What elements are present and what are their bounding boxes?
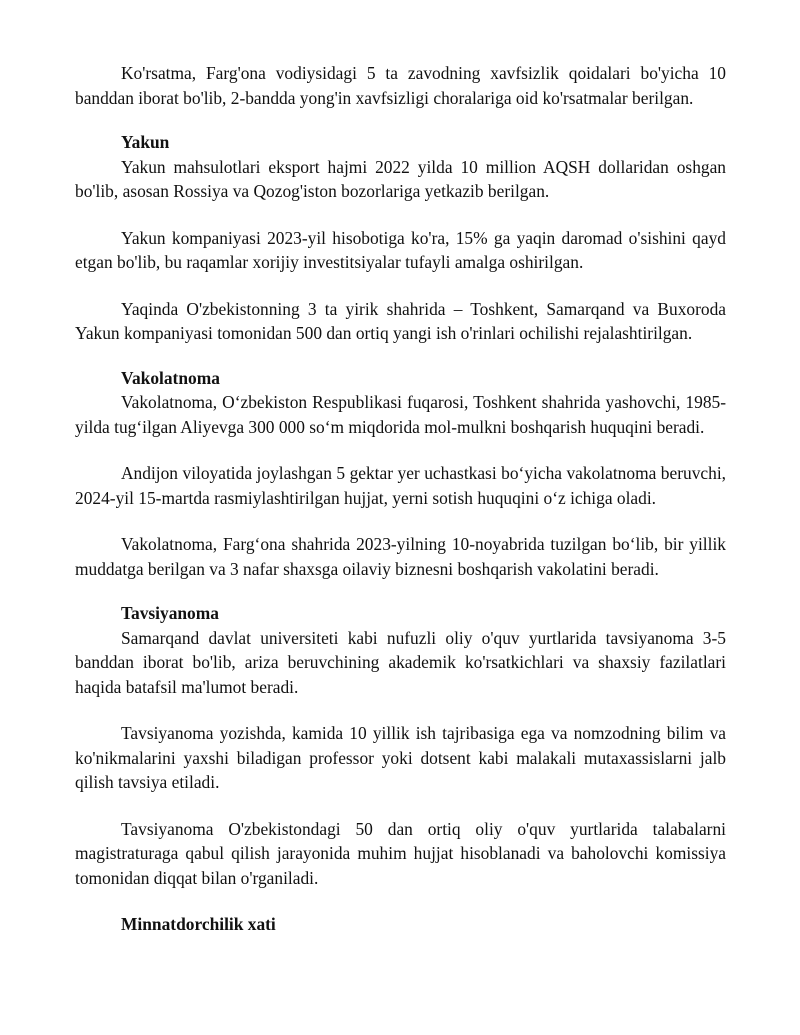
paragraph: Vakolatnoma, O‘zbekiston Respublikasi fuqarosi, Toshkent shahrida yashovchi, 1985-yilda tug‘ilgan Aliyevga 300 000 so‘m miqdorida mol-mulkni boshqarish huquqini beradi. bbox=[75, 392, 726, 437]
section-tavsiyanoma bbox=[75, 601, 726, 890]
section-spacer bbox=[75, 346, 726, 366]
paragraph-spacer bbox=[75, 275, 726, 297]
section-minnatdorchilik-xati bbox=[75, 912, 726, 937]
section-heading: Minnatdorchilik xati bbox=[121, 914, 276, 934]
paragraph-spacer bbox=[75, 204, 726, 226]
paragraph: Yakun kompaniyasi 2023-yil hisobotiga ko'ra, 15% ga yaqin daromad o'sishini qayd etgan bo'lib, bu raqamlar xorijiy investitsiyalar tufayli amalga oshirilgan. bbox=[75, 227, 726, 272]
paragraph: Yaqinda O'zbekistonning 3 ta yirik shahrida – Toshkent, Samarqand va Buxoroda Yakun kompaniyasi tomonidan 500 dan ortiq yangi ish o'rinlari ochilishi rejalashtirilgan. bbox=[75, 298, 726, 343]
section-vakolatnoma bbox=[75, 366, 726, 582]
paragraph: Yakun mahsulotlari eksport hajmi 2022 yilda 10 million AQSH dollaridan oshgan bo'lib, asosan Rossiya va Qozog'iston bozorlariga yetkazib berilgan. bbox=[75, 156, 726, 201]
paragraph-spacer bbox=[75, 795, 726, 817]
section-yakun bbox=[75, 130, 726, 346]
paragraph: Tavsiyanoma yozishda, kamida 10 yillik ish tajribasiga ega va nomzodning bilim va ko'nikmalarini yaxshi biladigan professor yoki dotsent kabi malakali mutaxassislarni jalb qilish tavsiya etiladi. bbox=[75, 723, 726, 792]
intro-paragraph: Ko'rsatma, Farg'ona vodiysidagi 5 ta zavodning xavfsizlik qoidalari bo'yicha 10 banddan iborat bo'lib, 2-bandda yong'in xavfsizligi choralariga oid ko'rsatmalar berilgan. bbox=[75, 63, 726, 108]
paragraph-spacer bbox=[75, 699, 726, 721]
section-spacer bbox=[75, 110, 726, 130]
section-spacer bbox=[75, 581, 726, 601]
paragraph-spacer bbox=[75, 510, 726, 532]
paragraph: Samarqand davlat universiteti kabi nufuzli oliy o'quv yurtlarida tavsiyanoma 3-5 banddan iborat bo'lib, ariza beruvchining akademik ko'rsatkichlari va shaxsiy fazilatlari haqida batafsil ma'lumot beradi. bbox=[75, 627, 726, 697]
paragraph-spacer bbox=[75, 439, 726, 461]
paragraph: Vakolatnoma, Farg‘ona shahrida 2023-yilning 10-noyabrida tuzilgan bo‘lib, bir yillik muddatga berilgan va 3 nafar shaxsga oilaviy biznesni boshqarish vakolatini beradi. bbox=[75, 534, 726, 579]
document-page bbox=[75, 61, 726, 937]
section-heading: Vakolatnoma bbox=[121, 367, 220, 388]
paragraph: Tavsiyanoma O'zbekistondagi 50 dan ortiq oliy o'quv yurtlarida talabalarni magistraturaga qabul qilish jarayonida muhim hujjat hisoblanadi va baholovchi komissiya tomonidan diqqat bilan o'rganiladi. bbox=[75, 818, 726, 888]
paragraph: Andijon viloyatida joylashgan 5 gektar yer uchastkasi bo‘yicha vakolatnoma beruvchi, 2024-yil 15-martda rasmiylashtirilgan hujjat, yerni sotish huquqini o‘z ichiga oladi. bbox=[75, 463, 726, 508]
section-heading: Tavsiyanoma bbox=[121, 603, 219, 623]
section-heading: Yakun bbox=[121, 132, 170, 152]
section-spacer bbox=[75, 890, 726, 912]
